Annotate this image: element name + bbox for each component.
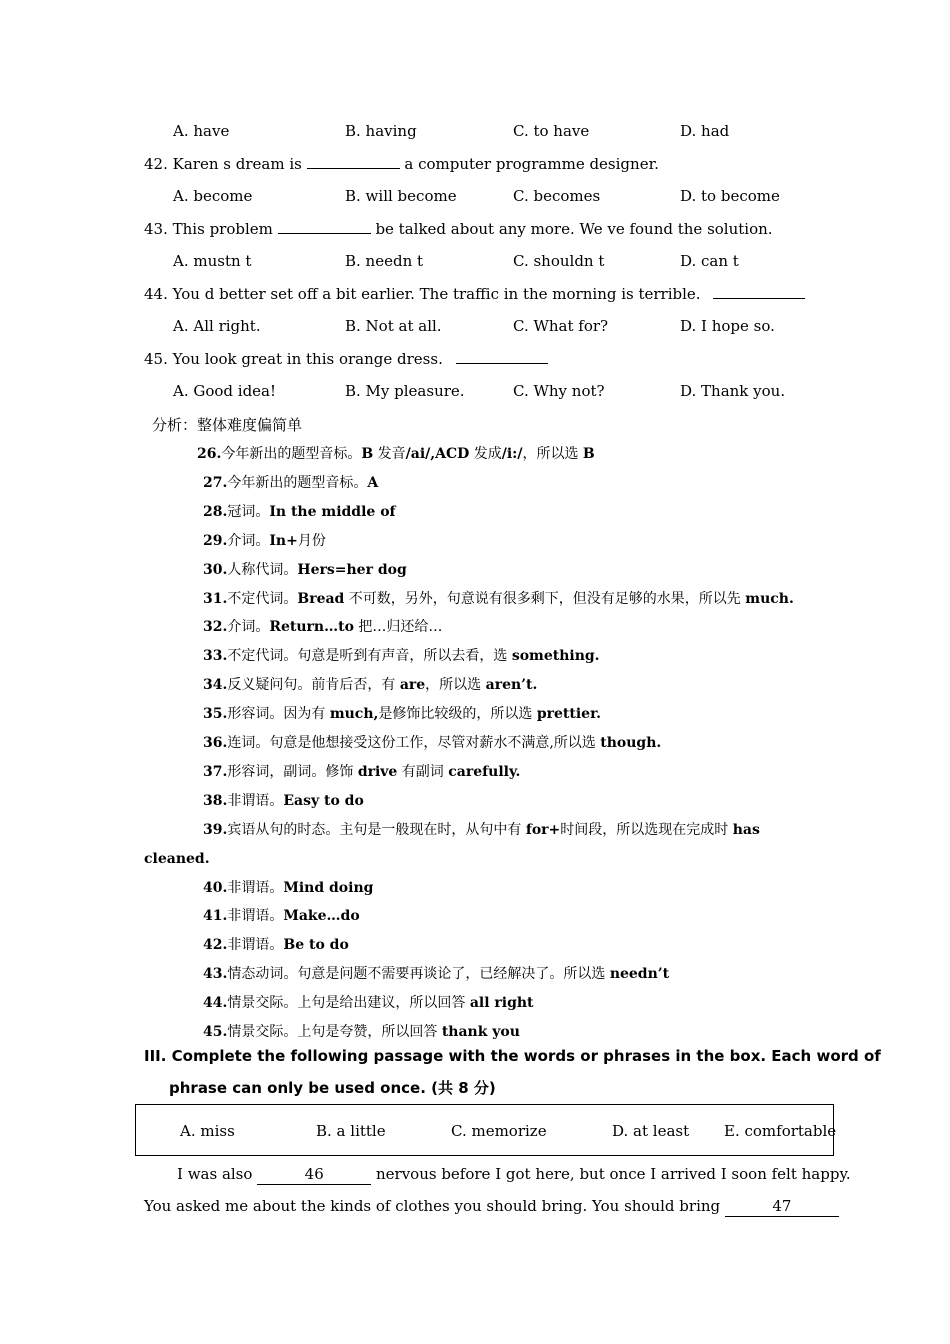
analysis-text: 是修饰比较级的，所以选: [378, 706, 537, 723]
analysis-answer: B: [582, 446, 595, 462]
option-d: D. to become: [680, 187, 780, 205]
analysis-item: [144, 849, 210, 869]
blank-46: [257, 1164, 371, 1185]
question-42: [144, 154, 659, 174]
analysis-text: 发成: [469, 446, 502, 462]
analysis-answer: In+: [269, 532, 298, 549]
analysis-number: 34.: [203, 677, 228, 694]
option-c: C. to have: [513, 122, 590, 140]
analysis-number: 27.: [203, 474, 228, 491]
option-a: A. have: [173, 122, 230, 140]
analysis-answer: In the middle of: [269, 503, 396, 520]
answer-blank: [278, 219, 371, 234]
analysis-item: [203, 733, 661, 753]
option-c: C. becomes: [513, 187, 601, 205]
q44-options: [0, 316, 950, 336]
analysis-text: 非谓语。: [227, 792, 284, 809]
analysis-answer: all right: [469, 995, 534, 1012]
analysis-text: 今年新出的题型音标。: [221, 446, 362, 462]
option-a: A. All right.: [173, 317, 261, 335]
word-option: C. memorize: [451, 1122, 547, 1140]
blank-47: [725, 1196, 839, 1217]
analysis-item: [203, 617, 442, 637]
analysis-number: 28.: [203, 503, 228, 520]
analysis-text: 介词。: [227, 619, 270, 636]
analysis-answer: needn’t: [609, 966, 670, 983]
option-c: C. shouldn t: [513, 252, 605, 270]
analysis-number: 39.: [203, 821, 228, 838]
option-b: B. Not at all.: [345, 317, 442, 335]
analysis-text: 今年新出的题型音标。: [227, 474, 368, 491]
question-text: You d better set off a bit earlier. The traffic in the morning is terrible.: [172, 285, 701, 303]
analysis-item: [197, 444, 595, 464]
analysis-item: [203, 473, 378, 493]
word-option: A. miss: [180, 1122, 235, 1140]
analysis-answer: are: [399, 677, 426, 694]
analysis-item: [203, 935, 349, 955]
section-heading-cont: phrase can only be used once. (共 8 分): [169, 1079, 496, 1097]
analysis-number: 38.: [203, 792, 228, 809]
analysis-number: 33.: [203, 648, 228, 665]
answer-blank: [713, 284, 805, 299]
question-number: 43.: [144, 220, 168, 238]
analysis-item: [203, 878, 373, 898]
analysis-item: [203, 820, 760, 840]
analysis-answer: though.: [600, 735, 662, 751]
analysis-answer: Hers=her dog: [297, 561, 407, 578]
analysis-text: 非谓语。: [227, 908, 284, 925]
analysis-number: 42.: [203, 937, 228, 954]
option-d: D. had: [680, 122, 730, 140]
passage-text: nervous before I got here, but once I arrived I soon felt happy.: [375, 1165, 851, 1183]
analysis-text: 非谓语。: [227, 879, 284, 896]
analysis-item: [203, 704, 601, 724]
analysis-text: 不定代词。句意是听到有声音，所以去看，选: [227, 648, 512, 665]
analysis-number: 37.: [203, 763, 228, 780]
analysis-item: [203, 762, 520, 782]
analysis-text: 不可数，另外，句意说有很多剩下，但没有足够的水果，所以先: [344, 590, 746, 607]
analysis-number: 29.: [203, 532, 228, 549]
analysis-answer: cleaned.: [144, 850, 210, 867]
q45-options: [0, 381, 950, 401]
analysis-answer: /ai/,ACD: [405, 446, 470, 462]
analysis-item: [203, 993, 534, 1013]
question-44: [144, 284, 805, 304]
analysis-number: 40.: [203, 879, 228, 896]
analysis-answer: prettier.: [536, 706, 602, 723]
analysis-answer: /i:/: [501, 446, 523, 462]
analysis-answer: much.: [745, 590, 794, 607]
analysis-answer: aren’t.: [485, 677, 538, 694]
analysis-answer: thank you: [441, 1024, 520, 1040]
option-a: A. mustn t: [173, 252, 252, 270]
analysis-text: 宾语从句的时态。主句是一般现在时，从句中有: [227, 821, 526, 838]
analysis-number: 35.: [203, 706, 228, 723]
analysis-answer: has: [732, 821, 760, 838]
option-b: B. My pleasure.: [345, 382, 465, 400]
analysis-item: [203, 560, 407, 580]
analysis-number: 45.: [203, 1024, 228, 1040]
analysis-item: [203, 906, 360, 926]
analysis-text: 冠词。: [227, 503, 270, 520]
section-heading: III. Complete the following passage with the words or phrases in the box. Each word of: [144, 1047, 881, 1065]
question-43: [144, 219, 773, 239]
analysis-text: 形容词。因为有: [227, 706, 330, 723]
analysis-text: 把…归还给…: [353, 619, 443, 636]
word-option: D. at least: [612, 1122, 690, 1140]
analysis-number: 31.: [203, 590, 228, 607]
analysis-item: [203, 791, 364, 811]
analysis-answer: carefully.: [448, 763, 521, 780]
analysis-text: 介词。: [227, 532, 270, 549]
analysis-number: 41.: [203, 908, 228, 925]
passage-line: [177, 1164, 851, 1185]
blank-number: 47: [772, 1197, 792, 1215]
question-number: 44.: [144, 285, 168, 303]
analysis-answer: drive: [357, 763, 398, 780]
analysis-text: 非谓语。: [227, 937, 284, 954]
analysis-text: 不定代词。: [227, 590, 298, 607]
analysis-answer: Mind doing: [283, 879, 374, 896]
analysis-answer: Easy to do: [283, 792, 364, 809]
question-text: be talked about any more. We ve found the solution.: [375, 220, 773, 238]
analysis-text: 有副词: [397, 763, 449, 780]
analysis-number: 26.: [197, 446, 222, 462]
analysis-text: 月份: [297, 532, 326, 549]
analysis-text: 形容词，副词。修饰: [227, 763, 358, 780]
analysis-text: 时间段，所以选现在完成时: [560, 821, 733, 838]
passage-line: [144, 1196, 839, 1217]
analysis-text: 连词。句意是他想接受这份工作，尽管对薪水不满意,所以选: [227, 735, 601, 751]
option-d: D. Thank you.: [680, 382, 786, 400]
analysis-text: 反义疑问句。前肯后否，有: [227, 677, 400, 694]
blank-number: 46: [304, 1165, 324, 1183]
passage-text: I was also: [177, 1165, 253, 1183]
option-d: D. can t: [680, 252, 739, 270]
analysis-answer: something.: [511, 648, 600, 665]
analysis-answer: Bread: [297, 590, 345, 607]
answer-blank: [307, 154, 400, 169]
analysis-answer: Be to do: [283, 937, 349, 954]
question-text: a computer programme designer.: [404, 155, 659, 173]
option-c: C. Why not?: [513, 382, 605, 400]
question-text: This problem: [172, 220, 273, 238]
analysis-item: [203, 502, 396, 522]
analysis-number: 44.: [203, 995, 228, 1012]
analysis-item: [203, 964, 669, 984]
analysis-item: [203, 1022, 520, 1042]
option-b: B. will become: [345, 187, 457, 205]
answer-blank: [456, 349, 548, 364]
analysis-text: ，所以选: [425, 677, 486, 694]
analysis-answer: for+: [525, 821, 561, 838]
question-number: 45.: [144, 350, 168, 368]
option-d: D. I hope so.: [680, 317, 775, 335]
option-b: B. needn t: [345, 252, 424, 270]
analysis-answer: A: [367, 474, 379, 491]
analysis-text: 情景交际。上句是夸赞，所以回答: [227, 1024, 442, 1040]
option-a: A. Good idea!: [173, 382, 277, 400]
analysis-answer: Return…to: [269, 619, 354, 636]
analysis-number: 32.: [203, 619, 228, 636]
analysis-answer: B: [361, 446, 374, 462]
q42-options: [0, 186, 950, 206]
analysis-number: 43.: [203, 966, 228, 983]
analysis-answer: much,: [329, 706, 379, 723]
analysis-item: [203, 646, 600, 666]
analysis-number: 30.: [203, 561, 228, 578]
q43-options: [0, 251, 950, 271]
passage-text: You asked me about the kinds of clothes you should bring. You should bring: [144, 1197, 721, 1215]
question-number: 42.: [144, 155, 168, 173]
option-b: B. having: [345, 122, 417, 140]
analysis-text: 发音: [373, 446, 406, 462]
question-45: [144, 349, 548, 369]
word-box: [135, 1104, 837, 1156]
analysis-item: [203, 531, 326, 551]
analysis-text: 情景交际。上句是给出建议，所以回答: [227, 995, 470, 1012]
word-option: B. a little: [316, 1122, 386, 1140]
analysis-text: 情态动词。句意是问题不需要再谈论了，已经解决了。所以选: [227, 966, 610, 983]
q41-options: [0, 121, 950, 141]
analysis-item: [203, 675, 537, 695]
analysis-heading: 分析：整体难度偏简单: [152, 416, 303, 434]
analysis-text: ，所以选: [522, 446, 583, 462]
option-a: A. become: [173, 187, 253, 205]
analysis-item: [203, 589, 794, 609]
question-text: You look great in this orange dress.: [172, 350, 443, 368]
question-text: Karen s dream is: [172, 155, 302, 173]
option-c: C. What for?: [513, 317, 609, 335]
word-option: E. comfortable: [724, 1122, 837, 1140]
analysis-text: 人称代词。: [227, 561, 298, 578]
analysis-answer: Make…do: [283, 908, 360, 925]
analysis-number: 36.: [203, 735, 228, 751]
